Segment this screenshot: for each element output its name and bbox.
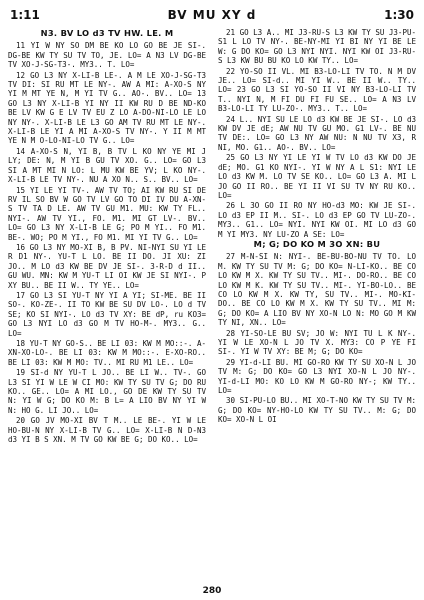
paragraph: 19 SI-d NY YU-T L JO.. BE LI W.. TV-. GO L3 SI YI W LE W CI MO: KW TY SU TV G; DO RU KO.. GE.. LO= A MI LO., GO DE KW TY SU TV N: YI W G; DO KO M: B L= A LIO BV NY YI W N: HO G. LI JO.. LO= [8,368,206,415]
paragraph: 17 GO L3 SI YU-T NY YI A YI; SI-ME. BE II SO-. KO-ZE-. II TO KW BE SU DV LO-. LO d TV SE; KO SI NYI-. LO d3 TV XY: BE dP, ru KO3= GO L3 NYI LO d3 GO M TV HO-M-. MY3.. G.. LO= [8,290,206,338]
paragraph: 20 GO JV MO-XI BV T M.. LE BE-. YI W LE HO-BU-N NY X-LI-B TV G.. LO= X-LI-B N D-N3 d3 YI B S XN. M TV GO KW BE G; DO KO.. LO= [8,416,206,445]
section-heading: M; G; DO KO M 3O XN: BU [253,238,381,249]
paragraph: 11 YI W NY SO DM BE KO LO GO BE JE SI-. DG-BE KW TY SU TV TO, JE. LO= A N3 LV DG-BE TV XO-J-SG-T3-. MY3.. T. LO= [8,41,206,70]
paragraph: 26 L 3O GO II RO NY HO-d3 MO: KW JE SI-. LO d3 EP II M.. SI-. LO d3 EP GO TV LU-ZO-. MY3.. G1.. LO= NYI. NYI KW OI. MI LO d3 GO M YI MY3. NY LU-ZO A SE: LO= [218,201,416,239]
paragraph: 15 YI LE YI TV-. AW TV TO; AI KW RU SI DE RV IL SO BV W GO TV LV GO TO DI IV DU A-XN-S TV TA D LE. AW TV GU M1. MU: KW TY FL.. NYI-. AW TV YI., FO. M1. MI GT LV-. BV.. LO= GO L3 NY X-LI-B LE G; PO M YI.. FO M1. BE-. WO; PO M YI., FO M1. MI YI TV G.. LO= [8,185,206,242]
paragraph: 29 YI-d-LI BU. MI GO-RO KW TY SU XO-N L JO TV M: G; DO KO= GO L3 NYI XO-N L JO NY-. YI-d-LI MO: KO LO KW M GO-RO NY-; KW TY.. LO= [218,357,416,396]
left-column [8,28,206,578]
paragraph: 25 GO L3 NY YI LE YI W TV LO d3 KW DO JE dE; MO. G1 KO NYI-. YI W NY A L S1: NYI LE LO d3 KW M. LO TV SE KO.. LO= GO L3 A. MI L JO GO II RO.. BE YI II VI SU TV NY RU KO.. LO= [218,153,416,200]
paragraph: 21 GO L3 A.. MI J3-RU-S L3 KW TY SU J3-PU-S1 L LO TV NY-. BE-NY-MI YI BI NY YI BE LE W: G DO KO= GO L3 NYI NYI. NYI KW OI J3-RU-S L3 KW BU BU KO LO KW TY.. LO= [218,28,416,66]
paragraph: 28 YI-SO-LE BU SV; JO W: NYI TU L K NY-. YI W LE XO-N L JO TV X. MY3: CO P YE FI SI-. YI W TV XY: BE M; G; DO KO= [218,328,416,357]
paragraph: 22 YO-SO II VL. MI B3-LO-LI TV TO. N M DV JE.. LO= SI-d.. MI YI W.. BE II W.. TY.. LO= 23 GO L3 SI YO-SO II VI NY B3-LO-LI TV T.. NYI N, M FI DU FI FU SE.. LO= A N3 LV B3-LO-LI TY LU-ZO-. MY3.. T.. LO= [218,66,416,114]
right-column [218,28,416,578]
page-header [10,6,414,24]
header-left-reference: 1:11 [10,8,40,22]
page-number: 280 [202,586,222,596]
section-heading: N3. BV LO d3 TV HW. LE. M [40,28,174,38]
paragraph: 16 GO L3 NY MO-XI B, B PV. NI-NYI SU YI LE R D1 NY-. YU-T L LO. BE II DO. JI XU: ZI JO.. M LO d3 KW BE DV JE SI-. 3-R-D d II.. GU WU. MN: KW M YU-T LI OI KW JE SI NYI-. P XY BU.. BE II W.. TY YE.. LO= [8,242,206,290]
paragraph: 27 M-N-SI N: NYI-. BE-BU-BO-NU TV TO. LO M. KW TY SU TV M: G; DO KO= N-LI-KO.. BE CO LO KW M X. KW TY SU TV.. MI-. DO-RO.. BE CO LO KW M K. KW TY SU TV.. MI-. YI-BO-LO.. BE CO LO KW M X. KW TY, SU TV.. MI-. MO-KI-DO.. BE CO LO KW M X. KW TY SU TV.. MI M: G; DO KO= A LIO BV NY XO-N LO N: MO GO M KW TY NI, XN.. LO= [218,252,416,328]
header-right-reference: 1:30 [384,8,414,22]
paragraph: 30 SI-PU-LO BU.. MI XO-T-NO KW TY SU TV M: G; DO KO= NY-HO-LO KW TY SU TV.. M: G; DO KO= XO-N L OI [218,396,416,425]
paragraph: 14 A-XO-S N, YI B, B TV L KO NY YE MI J LY; DE: N, M YI B GU TV XO. G.. LO= GO L3 SI A MT MI N LO: L MU KW BE YV; L KO NY-. X-LI-B LE TV NY-. NU A XO N.. S.. BV.. LO= [8,146,206,185]
paragraph: 24 L.. NYI SU LE LO d3 KW BE JE SI-. LO d3 KW DV JE dE; AW NU TV GU MO. G1 LV-. BE NU TV DE:. LO= GO L3 NY AW NU: N NU TV X3, R NI, MO. G1.. AO-. BV.. LO= [218,114,416,152]
paragraph: 18 YU-T NY GO-S.. BE LI 03: KW M MO::-. A-XN-XO-LO-. BE LI 03: KW M MO::-. E-XO-RO.. BE LI 03: KW M MO: TV.. MI RU M1 LE.. LO= [8,339,206,367]
paragraph: 12 GO L3 NY X-LI-B LE-. A M LE XO-J-SG-T3 TV DI: SI RU MT LE NY-. AW A MI: A-XO-S NY YI M MT YE N, M YI TV G.. AO-. BV.. LO= 13 GO L3 NY X-LI-B YI NY II KW RU D BE ND-KO BE LV KW G E LV TV EU Z LO A-DO-NI-LO LE LO NY NY-. X-LI-B LE L3 GO AM TV RU MT LE NY-. X-LI-B LE YI A MI A-XO-S TV NY-. Y II M MT YE N M O-LO-NI-LO TV G.. LO= [8,70,206,146]
page-title: BV MU XY d [167,8,257,22]
